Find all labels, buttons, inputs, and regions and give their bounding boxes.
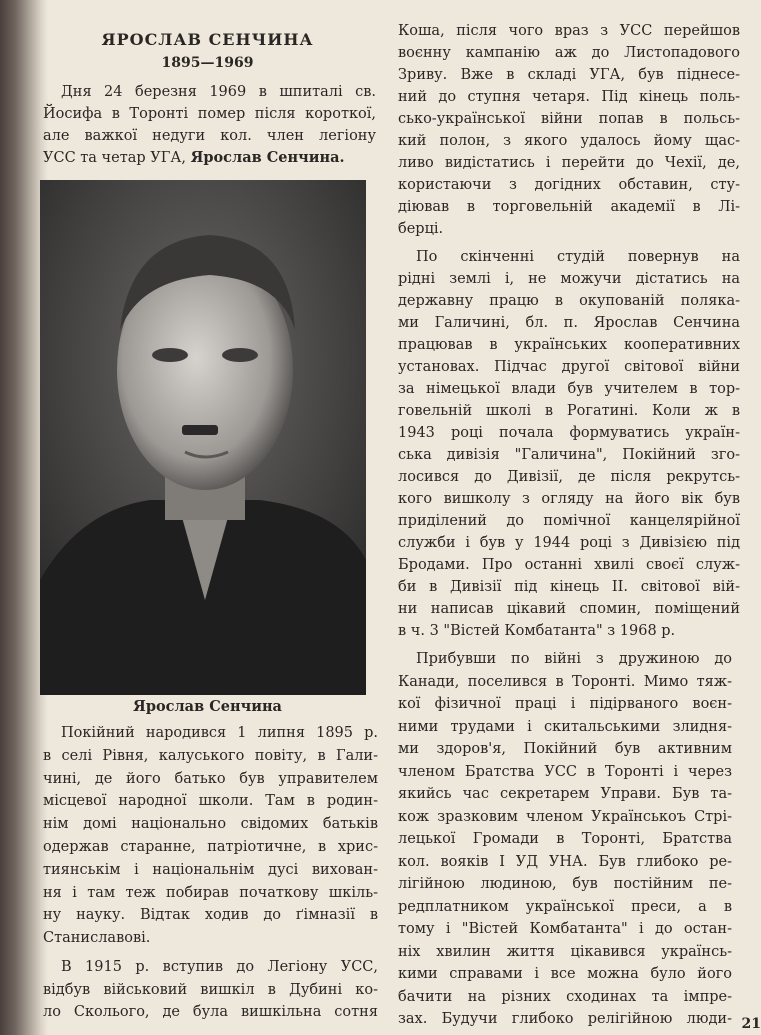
text-line: Зриву. Вже в складі УГА, був піднесе-: [398, 67, 740, 83]
text-line: тиянськім і національнім дусі вихован-: [43, 861, 378, 878]
text-line: 1943 році почала формуватись україн-: [398, 425, 740, 441]
text-line: кий полон, з якого удалось йому щас-: [398, 133, 740, 149]
text-line: місцевої народної школи. Там в родин-: [43, 793, 378, 810]
text-line: якийсь час секретарем Управи. Був та-: [398, 786, 732, 802]
text-line: зах. Будучи глибоко релігійною люди-: [398, 1011, 732, 1027]
text-line: Бродами. Про останні хвилі своєї служ-: [398, 557, 740, 573]
paragraph-intro: [43, 81, 376, 169]
paragraph-after-studies: [398, 246, 740, 642]
text-line: би в Дивізії під кінець II. світової вій-: [398, 579, 740, 595]
text-line: працював в українських кооперативних: [398, 337, 740, 353]
page-number: 21: [741, 1016, 761, 1032]
text-line: кої фізичної праці і підірваного воєн-: [398, 696, 732, 712]
text-line: ніх хвилин життя цікавився українсь-: [398, 943, 732, 960]
text-line: лосився до Дивізії, де після рекрутсь-: [398, 469, 740, 485]
text-line: чині, де його батько був управителем: [43, 770, 378, 787]
text-line: одержав старанне, патріотичне, в хрис-: [43, 838, 378, 855]
text-line: Станиславові.: [43, 930, 151, 947]
text-line: лігійною людиною, був постійним пе-: [398, 876, 732, 892]
text-line: служби і був у 1944 році з Дивізією під: [398, 535, 740, 551]
text-line: в ч. 3 "Вістей Комбатанта" з 1968 р.: [398, 623, 676, 639]
text-line: ня і там теж побирав початкову шкіль-: [43, 884, 378, 901]
text-line: Канади, поселився в Торонті. Мимо тяж-: [398, 673, 732, 690]
text-line: Йосифа в Торонті помер після короткої,: [43, 106, 376, 122]
text-line: за німецької влади був учителем в тор-: [398, 381, 740, 397]
text-line: воєнну кампанію аж до Листопадового: [398, 45, 740, 61]
text-line: рідні землі і, не можучи дістатись на: [398, 271, 740, 287]
photo-caption: Ярослав Сенчина: [133, 698, 282, 715]
text-line: ними трудами і скитальськими злидня-: [398, 718, 732, 735]
text-line: ми Галичині, бл. п. Ярослав Сенчина: [398, 315, 740, 331]
text-line: відбув військовий вишкіл в Дубині ко-: [43, 981, 378, 998]
text-line: членом Братства УСС в Торонті і через: [398, 763, 732, 780]
text-line: ну науку. Відтак ходив до ґімназії в: [43, 907, 378, 924]
text-line: редплатником української преси, а в: [398, 898, 732, 915]
text-line: в селі Рівня, калуського повіту, в Гали-: [43, 747, 378, 764]
paragraph-biography: [43, 722, 378, 950]
text-line-part: УСС та четар УГА,: [43, 150, 191, 166]
text-line: ми здоров'я, Покійний був активним: [398, 741, 732, 757]
portrait-image: [40, 180, 366, 695]
paragraph-canada: [398, 648, 732, 1031]
text-line: сько-української війни попав в польсь-: [398, 111, 740, 127]
text-line: Коша, після чого враз з УСС перейшов: [398, 23, 740, 39]
article-title: ЯРОСЛАВ СЕНЧИНА: [101, 30, 314, 49]
text-line: кол. вояків І УД УНА. Був глибоко ре-: [398, 853, 732, 870]
text-line: кож зразковим членом Українськоъ Стрі-: [398, 808, 732, 825]
text-line: берці.: [398, 221, 444, 237]
text-line: установах. Підчас другої світової війни: [398, 359, 740, 375]
text-line: Покійний народився 1 липня 1895 р.: [61, 725, 378, 741]
text-line: [43, 147, 376, 169]
text-line: ни написав цікавий спомин, поміщений: [398, 601, 740, 617]
text-line: ська дивізія "Галичина", Покійний зго-: [398, 447, 740, 463]
text-line: кого вишколу з огляду на його вік був: [398, 491, 740, 507]
paragraph-koshe: [398, 20, 740, 240]
text-line: ливо видістатись і перейти до Чехії, де,: [398, 155, 740, 171]
text-line: По скінченні студій повернув на: [416, 249, 740, 265]
article-dates: 1895—1969: [161, 55, 254, 71]
text-line: діював в торговельній академії в Лі-: [398, 199, 740, 215]
text-line: говельній школі в Рогатині. Коли ж в: [398, 403, 740, 419]
text-line: бачити на різних сходинах та імпре-: [398, 988, 732, 1005]
text-line: лецької Громади в Торонті, Братства: [398, 831, 732, 847]
deceased-name: Ярослав Сенчина.: [190, 149, 345, 166]
portrait-photo: [40, 180, 366, 695]
text-line: тому і "Вістей Комбатанта" і до остан-: [398, 921, 732, 937]
text-line: державну працю в окупованій поляка-: [398, 293, 740, 309]
text-line: приділений до помічної канцелярійної: [398, 513, 740, 529]
text-line: кими справами і все можна було його: [398, 966, 732, 982]
text-line: В 1915 р. вступив до Легіону УСС,: [61, 959, 378, 975]
text-line: ний до ступня четаря. Під кінець поль-: [398, 89, 740, 105]
text-line: але важкої недуги кол. член легіону: [43, 128, 376, 144]
text-line: Дня 24 березня 1969 в шпиталі св.: [61, 84, 376, 100]
text-line: ло Сколього, де була вишкільна сотня: [43, 1004, 378, 1020]
paragraph-legion: [43, 956, 378, 1024]
text-line: Прибувши по війні з дружиною до: [416, 651, 732, 667]
text-line: користаючи з догідних обставин, сту-: [398, 177, 740, 193]
text-line: нім домі національно свідомих батьків: [43, 816, 378, 833]
